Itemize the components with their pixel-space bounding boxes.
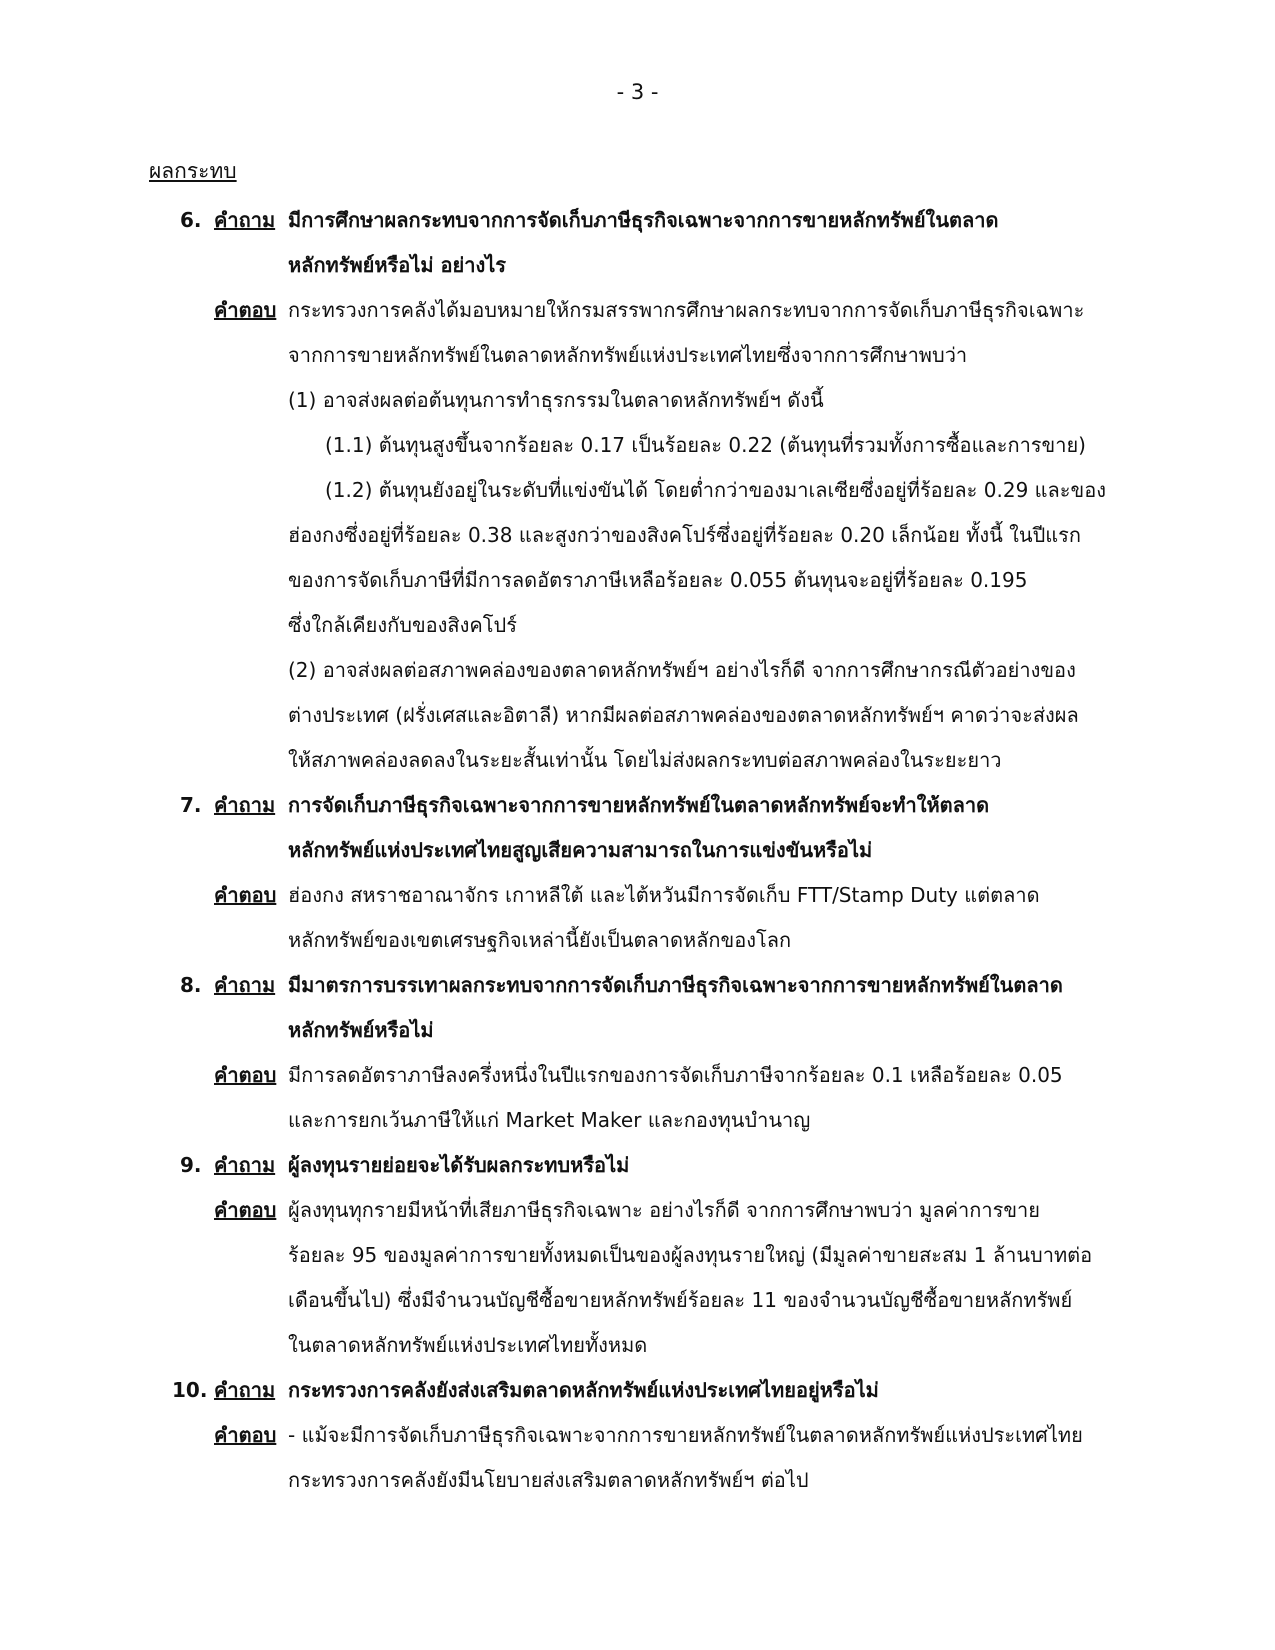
faq-6-question-line-1 <box>0 198 1275 243</box>
faq-10-answer-line-2 <box>0 1458 1275 1503</box>
question-label: คำถาม <box>214 973 276 997</box>
faq-9-answer-line-1 <box>0 1188 1275 1233</box>
faq-6-answer-line-2 <box>0 333 1275 378</box>
answer-text: ในตลาดหลักทรัพย์แห่งประเทศไทยทั้งหมด <box>288 1333 648 1357</box>
faq-6-answer-line-11 <box>0 738 1275 783</box>
faq-8-answer-line-1 <box>0 1053 1275 1098</box>
faq-8-answer-line-2 <box>0 1098 1275 1143</box>
question-label: คำถาม <box>214 1378 276 1402</box>
answer-text: กระทรวงการคลังยังมีนโยบายส่งเสริมตลาดหลักทรัพย์ฯ ต่อไป <box>288 1468 809 1492</box>
answer-text: ของการจัดเก็บภาษีที่มีการลดอัตราภาษีเหลือร้อยละ 0.055 ต้นทุนจะอยู่ที่ร้อยละ 0.195 <box>288 568 1028 592</box>
question-text: มีมาตรการบรรเทาผลกระทบจากการจัดเก็บภาษีธุรกิจเฉพาะจากการขายหลักทรัพย์ในตลาด <box>288 973 1063 997</box>
faq-6-number: 6. <box>180 208 202 232</box>
question-text: ผู้ลงทุนรายย่อยจะได้รับผลกระทบหรือไม่ <box>288 1153 630 1177</box>
answer-text: ต่างประเทศ (ฝรั่งเศสและอิตาลี) หากมีผลต่อสภาพคล่องของตลาดหลักทรัพย์ฯ คาดว่าจะส่งผล <box>288 703 1079 727</box>
faq-9-answer-line-2 <box>0 1233 1275 1278</box>
faq-6-question-line-2 <box>0 243 1275 288</box>
question-text: การจัดเก็บภาษีธุรกิจเฉพาะจากการขายหลักทรัพย์ในตลาดหลักทรัพย์จะทำให้ตลาด <box>288 793 990 817</box>
answer-text: ฮ่องกง สหราชอาณาจักร เกาหลีใต้ และไต้หวันมีการจัดเก็บ FTT/Stamp Duty แต่ตลาด <box>288 883 1040 907</box>
question-text: หลักทรัพย์แห่งประเทศไทยสูญเสียความสามารถในการแข่งขันหรือไม่ <box>288 838 873 862</box>
faq-10-number: 10. <box>172 1378 208 1402</box>
answer-label: คำตอบ <box>214 1198 277 1222</box>
answer-label: คำตอบ <box>214 1063 277 1087</box>
question-text: หลักทรัพย์หรือไม่ อย่างไร <box>288 253 507 277</box>
faq-6-answer-line-7 <box>0 558 1275 603</box>
answer-text: (2) อาจส่งผลต่อสภาพคล่องของตลาดหลักทรัพย์ฯ อย่างไรก็ดี จากการศึกษากรณีตัวอย่างของ <box>288 658 1076 682</box>
faq-9-answer-line-4 <box>0 1323 1275 1368</box>
faq-6-answer-line-3 <box>0 378 1275 423</box>
answer-text: มีการลดอัตราภาษีลงครึ่งหนึ่งในปีแรกของการจัดเก็บภาษีจากร้อยละ 0.1 เหลือร้อยละ 0.05 <box>288 1063 1063 1087</box>
answer-text: จากการขายหลักทรัพย์ในตลาดหลักทรัพย์แห่งประเทศไทยซึ่งจากการศึกษาพบว่า <box>288 343 968 367</box>
page-number: - 3 - <box>616 80 659 104</box>
answer-text: (1) อาจส่งผลต่อต้นทุนการทำธุรกรรมในตลาดหลักทรัพย์ฯ ดังนี้ <box>288 388 824 412</box>
faq-10-answer-line-1 <box>0 1413 1275 1458</box>
question-text: หลักทรัพย์หรือไม่ <box>288 1018 434 1042</box>
faq-6-answer-line-1 <box>0 288 1275 333</box>
faq-8-question-line-1 <box>0 963 1275 1008</box>
answer-text: หลักทรัพย์ของเขตเศรษฐกิจเหล่านี้ยังเป็นตลาดหลักของโลก <box>288 928 792 952</box>
answer-label: คำตอบ <box>214 298 277 322</box>
faq-8-number: 8. <box>180 973 202 997</box>
question-label: คำถาม <box>214 1153 276 1177</box>
answer-text: ให้สภาพคล่องลดลงในระยะสั้นเท่านั้น โดยไม่ส่งผลกระทบต่อสภาพคล่องในระยะยาว <box>288 748 1002 772</box>
answer-text: และการยกเว้นภาษีให้แก่ Market Maker และกองทุนบำนาญ <box>288 1108 811 1132</box>
faq-6-answer-line-6 <box>0 513 1275 558</box>
faq-6-answer-line-4 <box>0 423 1275 468</box>
answer-label: คำตอบ <box>214 883 277 907</box>
faq-9-answer-line-3 <box>0 1278 1275 1323</box>
faq-6-answer-line-8 <box>0 603 1275 648</box>
answer-text: ฮ่องกงซึ่งอยู่ที่ร้อยละ 0.38 และสูงกว่าของสิงคโปร์ซึ่งอยู่ที่ร้อยละ 0.20 เล็กน้อย ทั้งนี้ ในปีแรก <box>288 523 1082 547</box>
faq-8-question-line-2 <box>0 1008 1275 1053</box>
faq-9-number: 9. <box>180 1153 202 1177</box>
faq-7-answer-line-2 <box>0 918 1275 963</box>
answer-text: ผู้ลงทุนทุกรายมีหน้าที่เสียภาษีธุรกิจเฉพาะ อย่างไรก็ดี จากการศึกษาพบว่า มูลค่าการขาย <box>288 1198 1040 1222</box>
faq-6-answer-line-9 <box>0 648 1275 693</box>
faq-list <box>0 198 1275 1503</box>
question-text: มีการศึกษาผลกระทบจากการจัดเก็บภาษีธุรกิจเฉพาะจากการขายหลักทรัพย์ในตลาด <box>288 208 999 232</box>
faq-10-question-line-1 <box>0 1368 1275 1413</box>
faq-9-question-line-1 <box>0 1143 1275 1188</box>
answer-text: (1.1) ต้นทุนสูงขึ้นจากร้อยละ 0.17 เป็นร้อยละ 0.22 (ต้นทุนที่รวมทั้งการซื้อและการขาย) <box>325 433 1086 457</box>
faq-6-answer-line-10 <box>0 693 1275 738</box>
answer-text: - แม้จะมีการจัดเก็บภาษีธุรกิจเฉพาะจากการขายหลักทรัพย์ในตลาดหลักทรัพย์แห่งประเทศไทย <box>288 1423 1083 1447</box>
answer-text: ร้อยละ 95 ของมูลค่าการขายทั้งหมดเป็นของผู้ลงทุนรายใหญ่ (มีมูลค่าขายสะสม 1 ล้านบาทต่อ <box>288 1243 1093 1267</box>
answer-text: (1.2) ต้นทุนยังอยู่ในระดับที่แข่งขันได้ โดยต่ำกว่าของมาเลเซียซึ่งอยู่ที่ร้อยละ 0.29 และของ <box>325 478 1106 502</box>
faq-7-question-line-1 <box>0 783 1275 828</box>
section-heading: ผลกระทบ <box>149 159 237 183</box>
question-text: กระทรวงการคลังยังส่งเสริมตลาดหลักทรัพย์แห่งประเทศไทยอยู่หรือไม่ <box>288 1378 879 1402</box>
answer-text: กระทรวงการคลังได้มอบหมายให้กรมสรรพากรศึกษาผลกระทบจากการจัดเก็บภาษีธุรกิจเฉพาะ <box>288 298 1085 322</box>
faq-7-question-line-2 <box>0 828 1275 873</box>
answer-text: เดือนขึ้นไป) ซึ่งมีจำนวนบัญชีซื้อขายหลักทรัพย์ร้อยละ 11 ของจำนวนบัญชีซื้อขายหลักทรัพย์ <box>288 1288 1073 1312</box>
question-label: คำถาม <box>214 793 276 817</box>
question-label: คำถาม <box>214 208 276 232</box>
faq-7-number: 7. <box>180 793 202 817</box>
answer-label: คำตอบ <box>214 1423 277 1447</box>
answer-text: ซึ่งใกล้เคียงกับของสิงคโปร์ <box>288 613 517 637</box>
faq-6-answer-line-5 <box>0 468 1275 513</box>
faq-7-answer-line-1 <box>0 873 1275 918</box>
